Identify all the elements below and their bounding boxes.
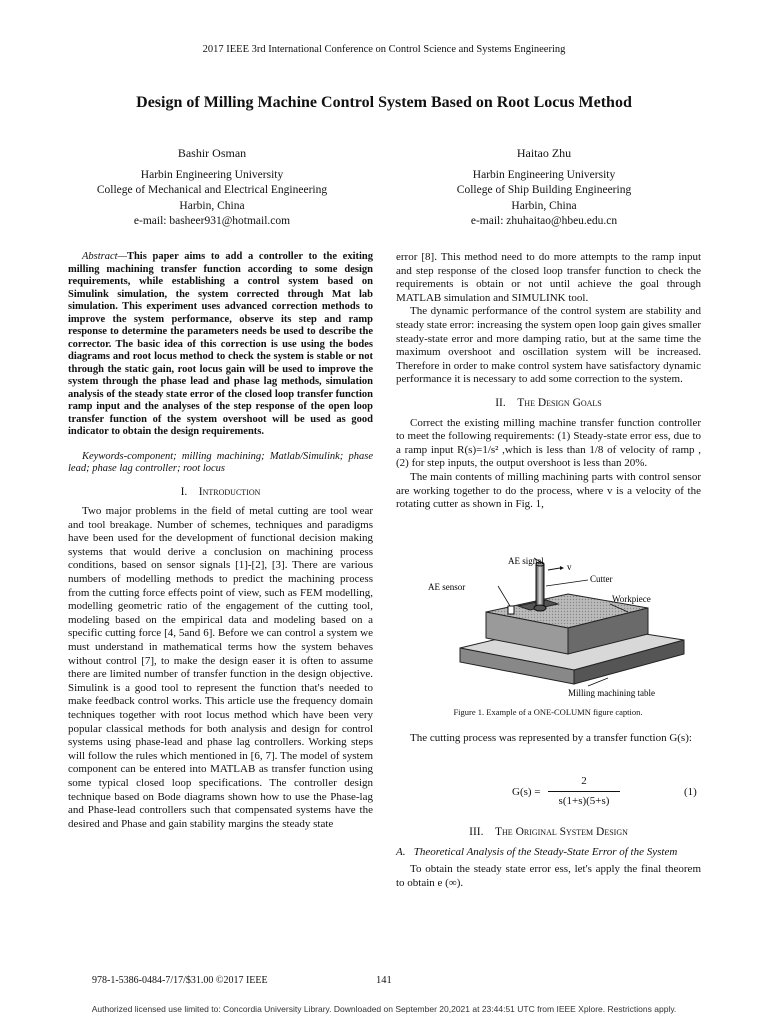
author-department: College of Ship Building Engineering (456, 184, 632, 196)
keywords: Keywords-component; milling machining; Matlab/Simulink; phase lead; phase lag controller; root locus (68, 450, 373, 474)
equation-numerator: 2 (581, 775, 587, 787)
cutter-base (534, 605, 546, 611)
section-title: The Original System Design (495, 826, 628, 838)
author-name: Haitao Zhu (516, 146, 572, 160)
author-name: Bashir Osman (177, 146, 247, 160)
license-notice: Authorized licensed use limited to: Concordia University Library. Downloaded on September 20,2021 at 23:44:51 UTC from IEEE Xplore. Restrictions apply. (91, 1004, 677, 1014)
subsection-heading-a (396, 846, 701, 860)
fraction-bar (548, 791, 620, 792)
subsection-title: Theoretical Analysis of the Steady-State Error of the System (413, 845, 678, 858)
paragraph: The cutting process was represented by a transfer function G(s): (410, 732, 692, 744)
label-workpiece: Workpiece (612, 594, 651, 604)
paragraph: To obtain the steady state error ess, let's apply the final theorem to obtain e (∞). (396, 863, 701, 889)
section-heading-original-design (396, 826, 701, 840)
abstract (68, 251, 373, 439)
section-title: The Design Goals (517, 396, 602, 409)
label-ae-sensor: AE sensor (428, 582, 466, 592)
label-ae-signal: AE signal (508, 556, 544, 566)
figure-caption: Figure 1. Example of a ONE-COLUMN figure caption. (453, 707, 643, 717)
leader-line-cutter (546, 580, 588, 586)
label-v: v (567, 562, 572, 572)
right-column (396, 251, 701, 512)
equation-number: (1) (684, 786, 697, 798)
equation-lhs: G(s) = (512, 786, 541, 798)
cutter-shape (536, 564, 544, 608)
section-title: Introduction (198, 485, 261, 498)
footer-isbn: 978-1-5386-0484-7/17/$31.00 ©2017 IEEE (92, 975, 268, 986)
equation-denominator: s(1+s)(5+s) (558, 795, 610, 807)
abstract-label: Abstract (82, 251, 118, 262)
subsection-number: A. (396, 845, 406, 858)
cutting-process-text (396, 732, 701, 746)
equation-1 (398, 775, 703, 811)
paragraph: The main contents of milling machining parts with control sensor are working together to do the process, where v is a velocity of the rotating cutter as shown in Fig. 1, (396, 470, 701, 511)
intro-paragraph: Two major problems in the field of metal cutting are tool wear and tool breakage. Number of schemes, techniques and paradigms have been used for the development of functional decision making systems that would derive a conclusion on machining process conditions, based on sensor signals [1]-[2], [3]. There are various numbers of modelling methods to predict the machining process from the cutting force effects point of view, such as FEM modelling, modelling geometric ratio of the engagement of the cutting tool, modeling based on the empirical data and modeling based on a specific cutting force [4, 5and 6]. Before we can control a system we must understand in mathematical terms how the system behaves without control [7], to make the design easer it is often to assume there are limited number of transfer function in the design objective. Simulink is a good tool to represent the function that's needed to make feedback control works. This article use the frequency domain techniques together with root locus method which have been very popular classical methods for both analysis and design for control systems using phase-lead and phase lag controllers. Working steps will follow the rules which mentioned in [6, 7]. The model of system component can be entered into MATLAB as transfer function using some typical closed loop specifications. The controller design technique based on Bode diagrams shown how to use the Phase-lag and Phase-lead controllers such that compensated systems have the desired and Phase and gain stability margins the steady state (68, 505, 373, 830)
paper-title: Design of Milling Machine Control System Based on Root Locus Method (136, 94, 632, 111)
section-heading-design-goals (396, 397, 701, 411)
author-block-1 (62, 146, 362, 230)
ae-sensor-shape (508, 606, 514, 614)
section-number: III. (469, 826, 484, 838)
section-number: I. (180, 485, 188, 498)
abstract-dash: — (117, 251, 127, 262)
label-table: Milling machining table (568, 688, 655, 698)
paragraph: error [8]. This method need to do more attempts to the ramp input and step response of the closed loop transfer function to check the requirements is obtain or not until achieve the goal through MATLAB simulation and SIMULINK tool. (396, 251, 701, 304)
figure-milling-machine (398, 556, 698, 704)
author-email: e-mail: zhuhaitao@hbeu.edu.cn (470, 215, 618, 227)
paragraph: Correct the existing milling machine transfer function controller to meet the following requirements: (1) Steady-state error ess, due to a ramp input R(s)=1/s² ,which is less than 1/8 of velocity of ramp , (2) for step inputs, the output overshoot is less than 20%. (396, 416, 701, 470)
rotation-arrow-icon (548, 568, 560, 570)
label-cutter: Cutter (590, 574, 613, 584)
author-affiliation: Harbin Engineering University (472, 168, 616, 181)
author-block-2 (394, 146, 694, 230)
author-affiliation: Harbin Engineering University (140, 168, 284, 181)
leader-line-ae-sensor (498, 586, 510, 606)
author-department: College of Mechanical and Electrical Engineering (96, 184, 328, 196)
arrow-head-icon (560, 566, 564, 570)
author-location: Harbin, China (511, 199, 577, 212)
author-location: Harbin, China (179, 199, 245, 212)
section-number: II. (495, 396, 506, 409)
author-email: e-mail: basheer931@hotmail.com (133, 215, 291, 227)
abstract-text: This paper aims to add a controller to the exiting milling machining transfer function according to some design requirements, while establishing a control system based on Simulink simulation, the system corrected through Mat lab simulation. This experiment uses advanced correction methods to improve the system performance, observe its step and ramp response to determine the parameters needs be used to describe the corrector. The basic idea of this correction is use using the bodes diagrams and root locus method to check the system is stable or not through the static gain, root locus gain will be used to improve the system through the phase lead and phase lag methods, simulation analysis of the steady state error of the closed loop transfer function ramp input and the analyses of the step response of the open loop transfer function of the system overshoot will be used as good indicator to obtain the design requirements. (68, 251, 373, 437)
section-heading-introduction (68, 486, 373, 500)
page-number: 141 (376, 975, 392, 986)
conference-header: 2017 IEEE 3rd International Conference on Control Science and Systems Engineering (202, 44, 566, 55)
right-column-lower (396, 826, 701, 890)
left-column (68, 251, 373, 831)
paragraph: The dynamic performance of the control system are stability and steady state error: increasing the system open loop gain gives smaller steady-state error and more damping ratio, but at the same time the maximum overshoot and oscillation system will be increased. Therefore in order to make control system have satisfactory dynamic performance it is necessary to add some correction to the system. (396, 305, 701, 386)
